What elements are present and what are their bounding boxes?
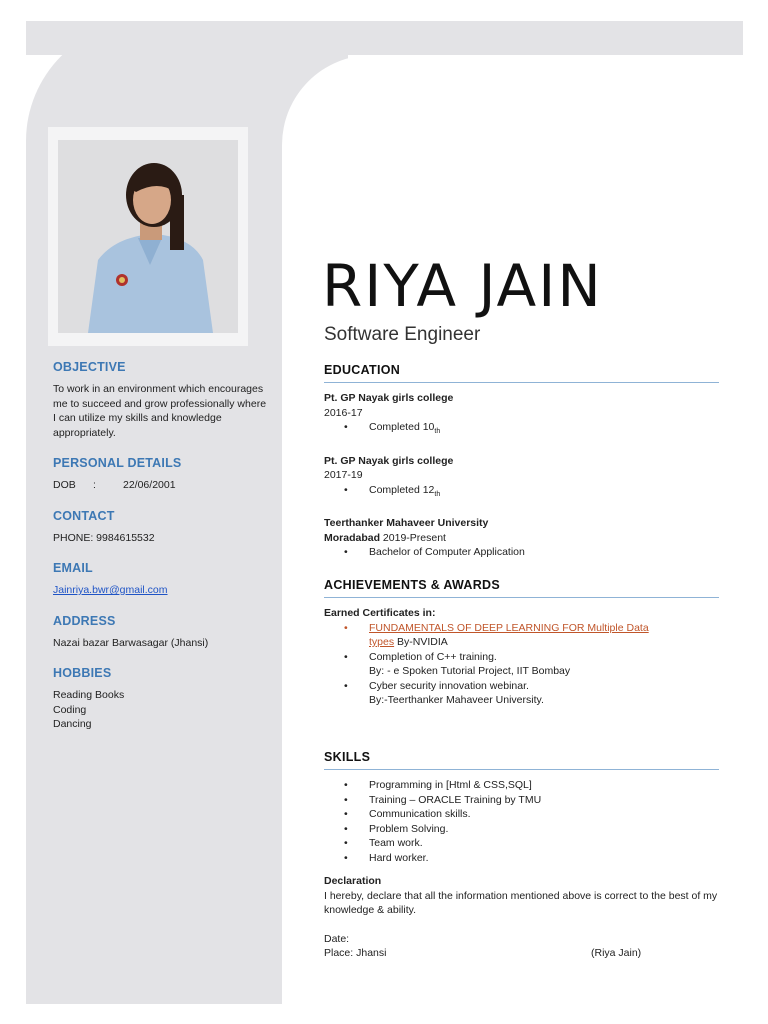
school-name: Pt. GP Nayak girls college xyxy=(324,454,454,467)
education-item: • Completed $12_{th}$ xyxy=(324,483,719,503)
certificates-intro: Earned Certificates in: xyxy=(324,607,436,619)
skills-heading: SKILLS xyxy=(324,750,719,770)
school-name: Pt. GP Nayak girls college xyxy=(324,392,454,404)
address-text: Nazai bazar Barwasagar (Jhansi) xyxy=(53,636,209,649)
date-label: Date: xyxy=(324,932,350,945)
place-row xyxy=(324,946,719,961)
certificate-link[interactable]: types xyxy=(369,636,395,648)
hobby-item: Reading Books xyxy=(53,689,125,701)
achievements-heading: ACHIEVEMENTS & AWARDS xyxy=(324,578,719,598)
hobbies-heading: HOBBIES xyxy=(53,666,112,680)
hobby-item: Coding xyxy=(53,703,87,716)
achievements-section xyxy=(324,578,719,708)
education-heading: EDUCATION xyxy=(324,363,719,383)
dob-value: 22/06/2001 xyxy=(123,479,176,491)
skill-item: • Programming in [Html & CSS,SQL] xyxy=(324,778,719,793)
place-text: Place: Jhansi xyxy=(324,947,387,959)
phone-text: PHONE: 9984615532 xyxy=(53,531,155,544)
certificate-link[interactable]: FUNDAMENTALS OF DEEP LEARNING FOR Multiple Data xyxy=(369,621,649,634)
signature-text: (Riya Jain) xyxy=(591,947,642,959)
declaration-text: I hereby, declare that all the information mentioned above is correct to the best of my knowledge & ability. xyxy=(324,889,718,916)
address-heading: ADDRESS xyxy=(53,613,116,628)
university-location: Moradabad 2019-Present xyxy=(324,531,446,544)
education-section xyxy=(324,363,719,560)
dob-label: DOB xyxy=(53,479,76,491)
skill-item: • Team work. xyxy=(324,836,719,851)
email-link[interactable]: Jainriya.bwr@gmail.com xyxy=(53,584,168,596)
objective-heading: OBJECTIVE xyxy=(53,360,126,374)
candidate-title: Software Engineer xyxy=(324,324,481,345)
skill-item: • Training – ORACLE Training by TMU xyxy=(324,793,719,808)
education-item: • Bachelor of Computer Application xyxy=(324,545,719,560)
skill-item: • Hard worker. xyxy=(324,851,719,866)
university-name: Teerthanker Mahaveer University xyxy=(324,517,489,530)
school-years: 2017-19 xyxy=(324,469,363,482)
school-years: 2016-17 xyxy=(324,406,363,419)
personal-details-heading: PERSONAL DETAILS xyxy=(53,456,182,470)
left-column xyxy=(53,360,278,732)
profile-photo xyxy=(58,140,238,333)
dob-row xyxy=(53,478,278,493)
certificate-issuer: By:-Teerthanker Mahaveer University. xyxy=(369,694,544,706)
certificate-item: • Completion of C++ training. xyxy=(324,650,719,665)
declaration-section xyxy=(324,874,719,961)
candidate-name: RIYA JAIN xyxy=(322,252,603,320)
certificate-item: • Cyber security innovation webinar. xyxy=(324,679,719,694)
person-photo-icon xyxy=(58,140,238,333)
email-heading: EMAIL xyxy=(53,561,93,575)
objective-text: To work in an environment which encourages me to succeed and grow professionally where I can utilize my skills and knowledge appropriately. xyxy=(53,383,267,439)
skill-item: • Communication skills. xyxy=(324,807,719,822)
declaration-heading: Declaration xyxy=(324,875,382,887)
skills-section xyxy=(324,750,719,865)
certificate-item: • FUNDAMENTALS OF DEEP LEARNING FOR Multiple Data types By-NVIDIA xyxy=(324,621,719,650)
contact-heading: CONTACT xyxy=(53,508,115,523)
skill-item: • Problem Solving. xyxy=(324,822,719,837)
certificate-issuer: By: - e Spoken Tutorial Project, IIT Bombay xyxy=(369,665,571,677)
dob-separator: : xyxy=(93,479,96,491)
profile-photo-frame xyxy=(48,127,248,346)
hobby-item: Dancing xyxy=(53,718,92,730)
education-item: • Completed $10_{th}$ xyxy=(324,420,719,440)
